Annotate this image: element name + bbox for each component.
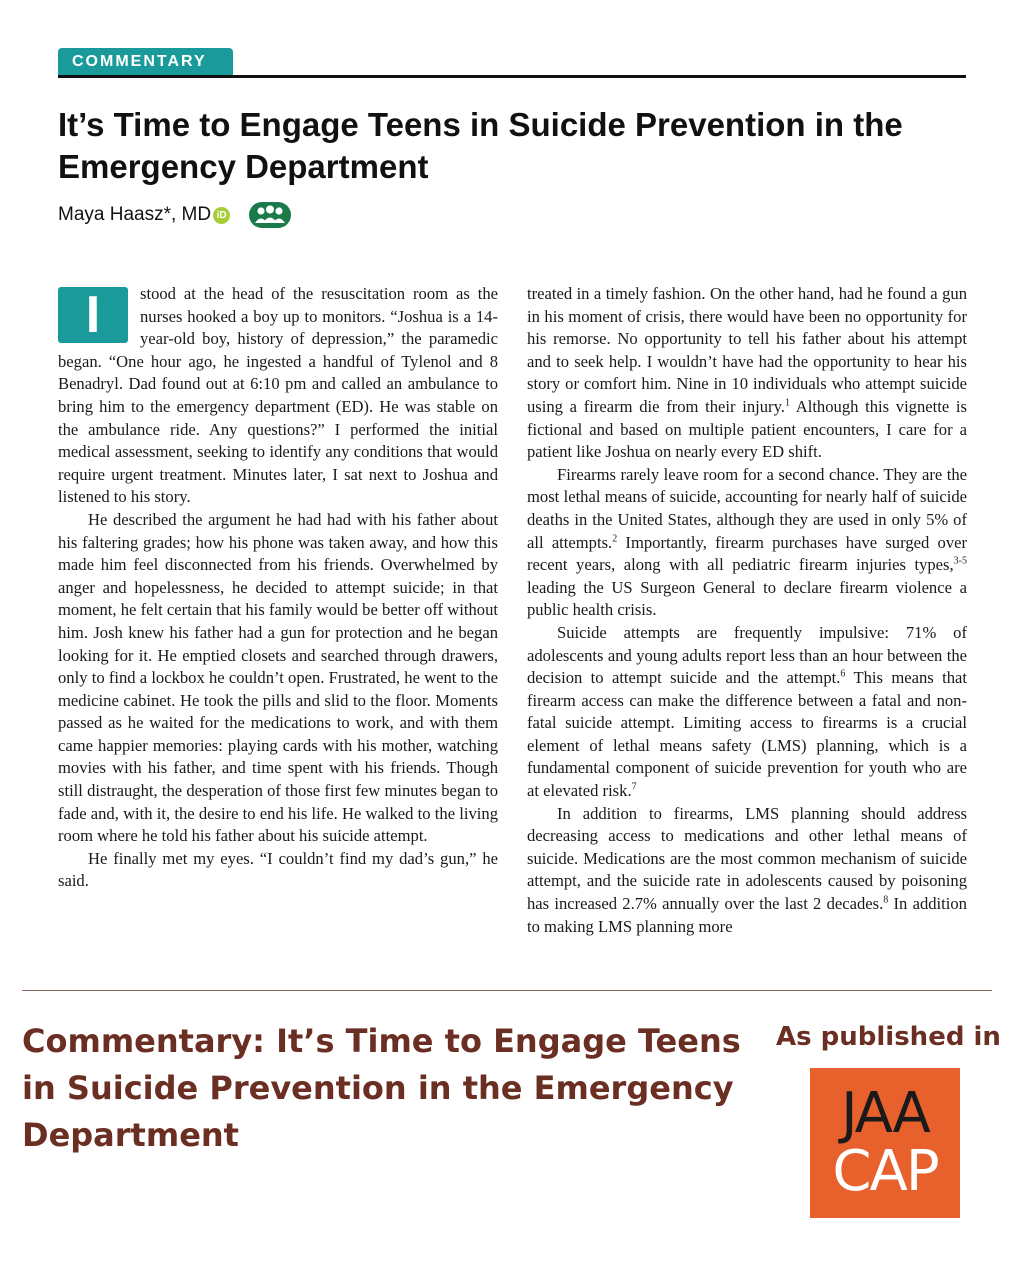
citation[interactable]: 2 <box>612 533 618 544</box>
article-column-left <box>58 283 498 893</box>
paragraph-text: Although this vignette is fictional and based on multiple patient encounters, I care for a patient like Joshua on nearly every ED shift. <box>527 396 967 462</box>
paragraph: He described the argument he had had with his father about his faltering grades; how his phone was taken away, and how this made him feel disconnected from his friends. Overwhelmed by anger and hopelessness, he decided to attempt suicide; in that moment, he felt certain that his family would be better off without him. Josh knew his father had a gun for protection and he began looking for it. He emptied closets and searched through drawers, only to find a lockbox he couldn’t open. Frustrated, he went to the medicine cabinet. He took the pills and slid to the floor. Moments passed as he waited for the medications to work, and with them came happier memories: playing cards with his mother, watching movies with his father, and time spent with his friends. Though still distraught, the desperation of those first few minutes began to fade and, with it, the desire to end his life. He walked to the living room where he told his father about his suicide attempt. <box>58 509 498 846</box>
article-column-right <box>527 283 967 938</box>
paragraph-text: treated in a timely fashion. On the other hand, had he found a gun in his moment of crisis, there would have been no opportunity for his remorse. No opportunity to tell his father about his attempt and to seek help. I wouldn’t have had the opportunity to hear his story or comfort him. Nine in 10 individuals who attempt suicide using a firearm die from their injury. <box>527 284 967 416</box>
footer-title: Commentary: It’s Time to Engage Teens in Suicide Prevention in the Emergency Department <box>22 1022 741 1154</box>
citation[interactable]: 3-5 <box>953 555 967 567</box>
citation[interactable]: 7 <box>631 781 637 793</box>
group-icon <box>248 201 292 229</box>
paragraph <box>527 464 967 622</box>
citation[interactable]: 8 <box>883 894 889 906</box>
section-rule <box>58 48 966 78</box>
paragraph-text: Importantly, firearm purchases have surged over recent years, along with all pediatric firearm injuries types, <box>527 532 968 575</box>
article-title: It’s Time to Engage Teens in Suicide Prevention in the Emergency Department <box>58 106 903 185</box>
paragraph <box>527 622 967 803</box>
paragraph <box>58 283 498 509</box>
orcid-icon[interactable]: iD <box>213 207 230 224</box>
paragraph-text: leading the US Surgeon General to declare firearm violence a public health crisis. <box>527 577 967 620</box>
paragraph-text: In addition to making LMS planning more <box>527 894 967 936</box>
citation[interactable]: 6 <box>840 668 846 680</box>
footer-divider <box>22 990 992 991</box>
author-name: Maya Haasz*, MD <box>58 204 212 225</box>
paragraph-text: In addition to firearms, LMS planning should address decreasing access to medications and other lethal means of suicide. Medications are the most common mechanism of suicide attempt, and the suicide rate in adolescents caused by poisoning has increased 2.7% annually over the last 2 decades. <box>527 803 967 914</box>
author-line <box>58 200 292 230</box>
paragraph-text: stood at the head of the resuscitation room as the nurses hooked a boy up to monitors. “Joshua is a 14-year-old boy, history of depression,” the paramedic began. “One hour ago, he ingested a handful of Tylenol and 8 Benadryl. Dad found out at 6:10 pm and called an ambulance to bring him to the emergency department (ED). He was stable on the ambulance ride. Any questions?” I performed the initial medical assessment, seeking to identify any conditions that would require urgent treatment. Minutes later, I sat next to Joshua and listened to his story. <box>58 284 498 507</box>
paragraph-text: Suicide attempts are frequently impulsive: 71% of adolescents and young adults report less than an hour between the decision to attempt suicide and the attempt. <box>527 622 967 688</box>
commentary-tag: COMMENTARY <box>58 48 233 75</box>
logo-line-2: CAP <box>832 1139 938 1204</box>
drop-cap: I <box>58 287 128 343</box>
paragraph <box>527 283 967 464</box>
jaacap-logo[interactable] <box>810 1068 960 1218</box>
paragraph-text: Firearms rarely leave room for a second chance. They are the most lethal means of suicide, accounting for nearly half of suicide deaths in the United States, although they are used in only 5% of all attempts. <box>527 464 967 552</box>
logo-line-1: JAA <box>841 1081 929 1146</box>
published-label: As published in <box>776 1022 1001 1052</box>
paragraph: He finally met my eyes. “I couldn’t find my dad’s gun,” he said. <box>58 848 498 891</box>
paragraph-text: This means that firearm access can make the difference between a fatal and non-fatal suicide attempt. Limiting access to firearms is a crucial element of lethal means safety (LMS) planning, which is a fundamental component of suicide prevention for youth who are at elevated risk. <box>527 668 967 801</box>
paragraph <box>527 803 967 939</box>
citation[interactable]: 1 <box>784 397 790 409</box>
